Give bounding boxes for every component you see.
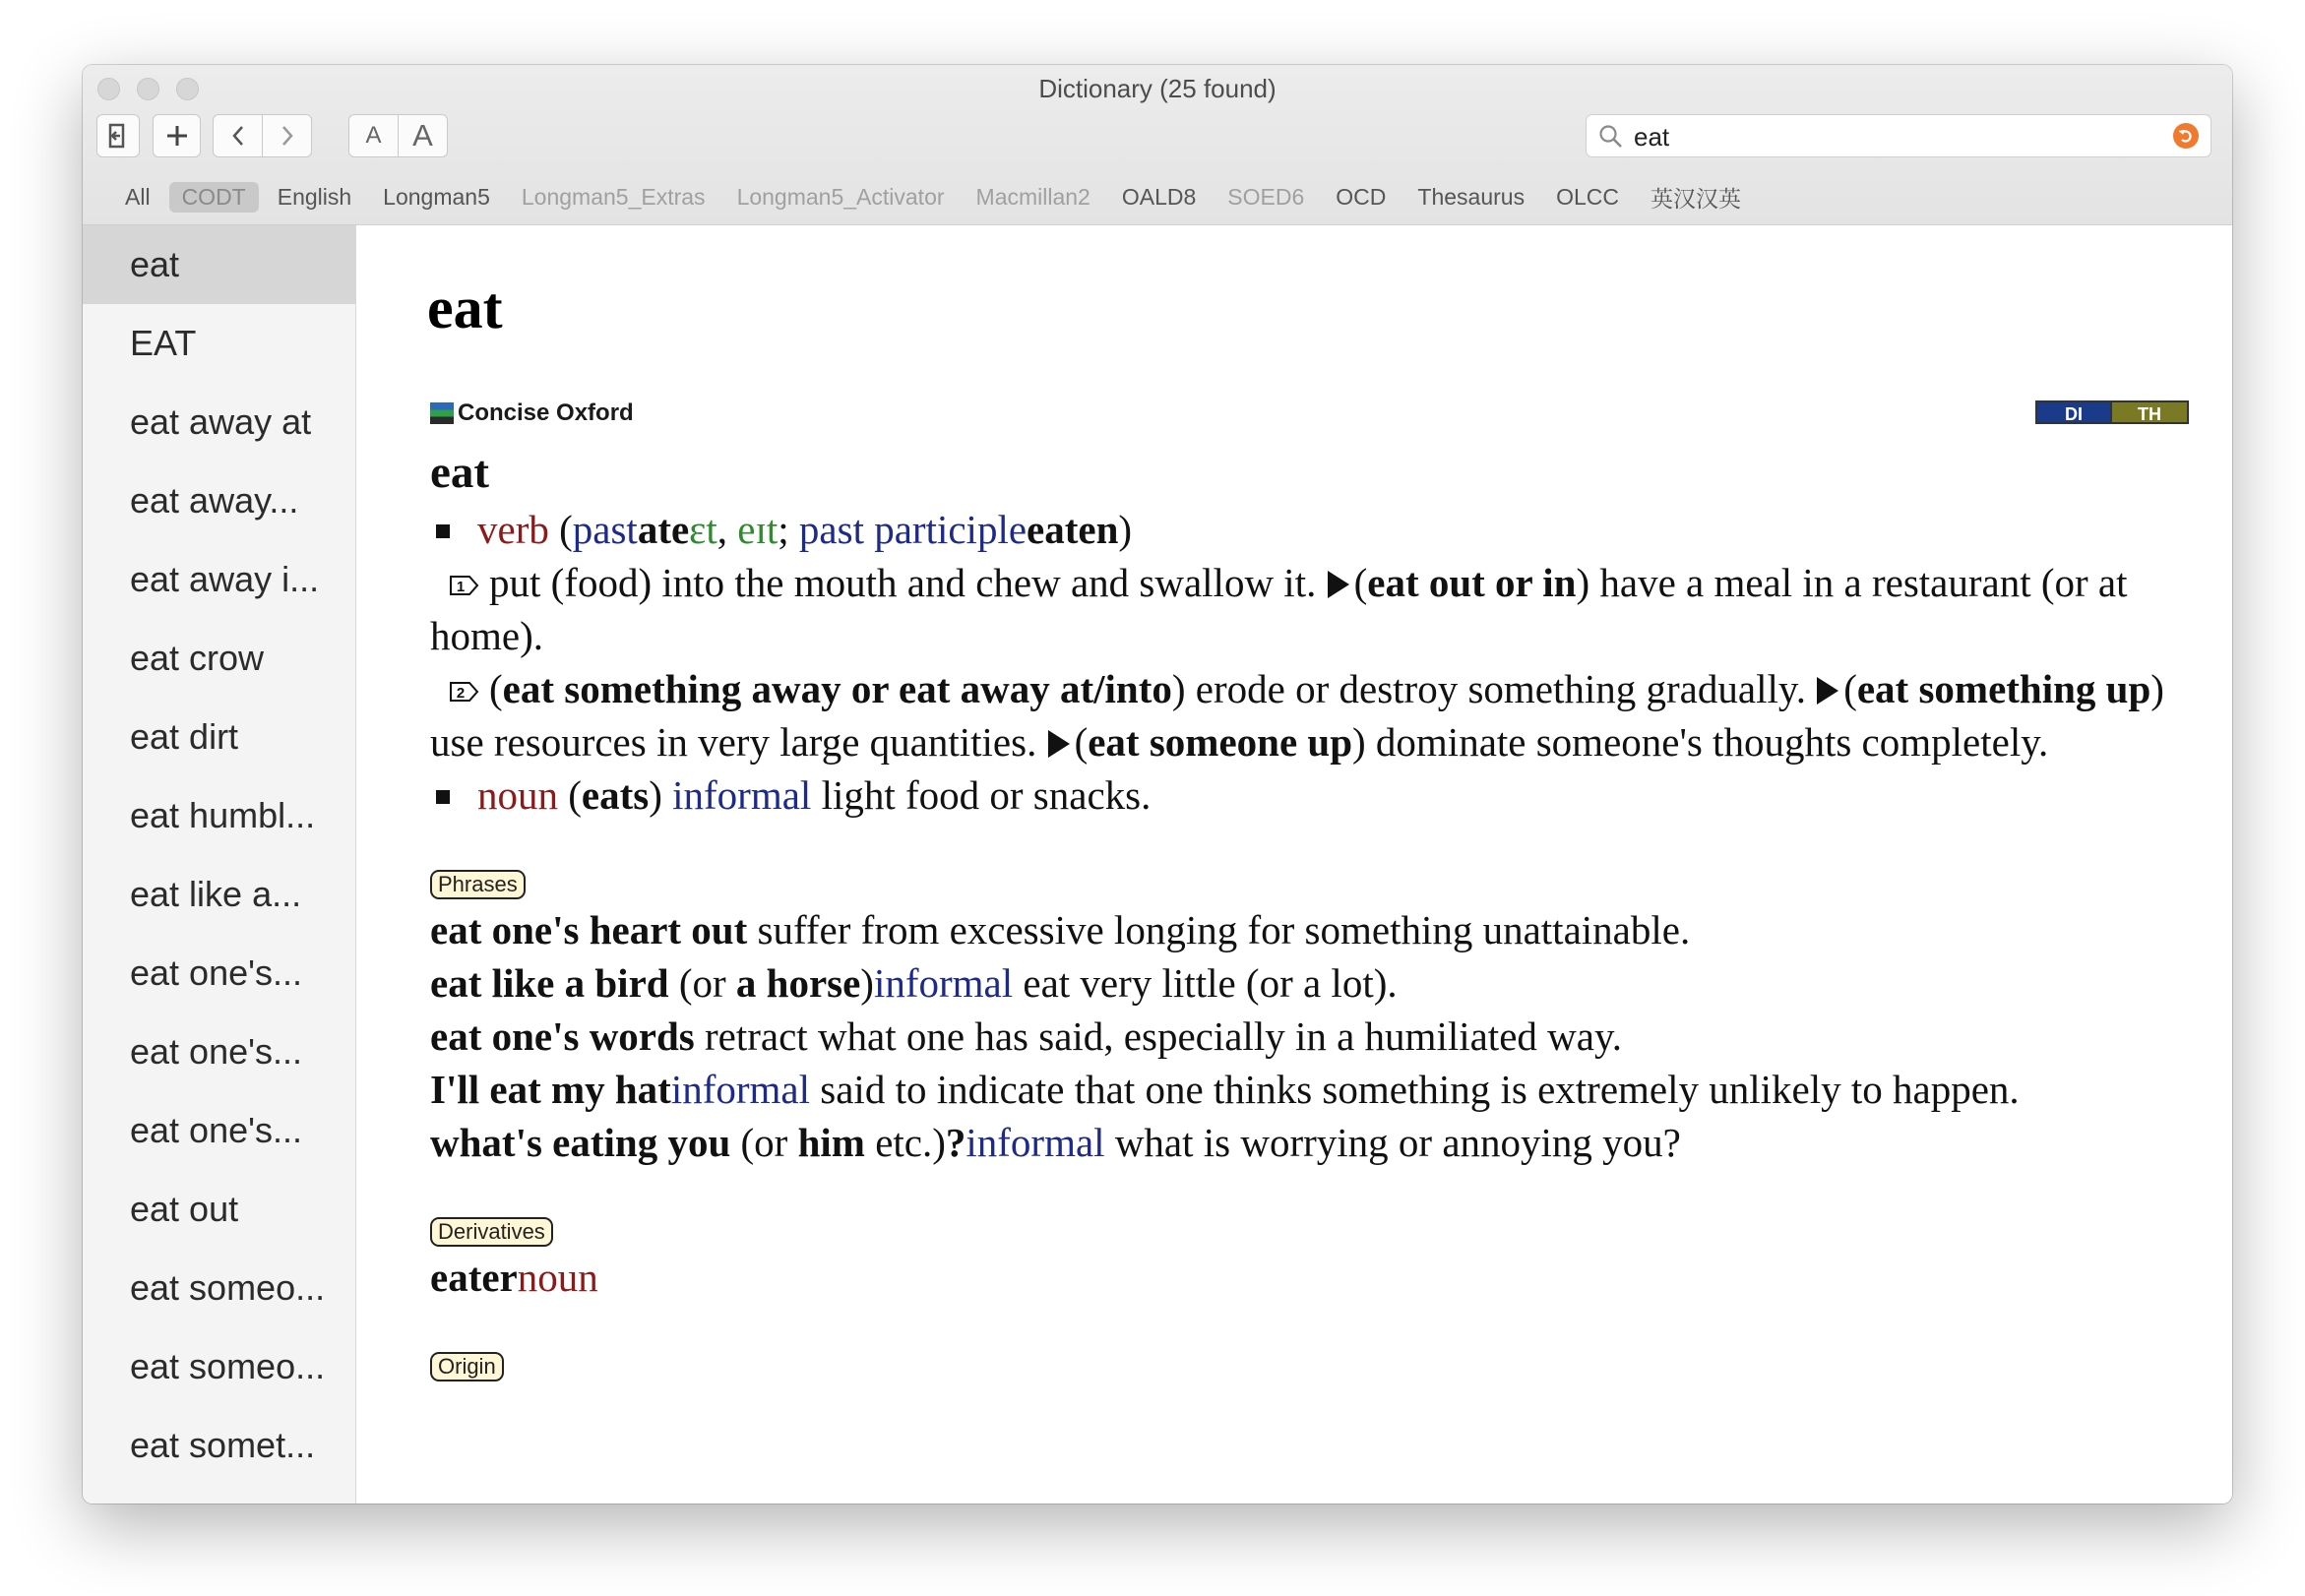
derivative-pos: noun	[517, 1255, 598, 1300]
search-box	[1586, 114, 2212, 157]
list-item[interactable]: eat dirt	[130, 716, 239, 757]
phrase-2-paren-close: )	[860, 960, 874, 1006]
tab-codt[interactable]: CODT	[169, 182, 259, 213]
sense-1-sub-definition: have a meal in a restaurant (or at home).	[430, 560, 2128, 658]
subsense-arrow-icon	[1816, 676, 1839, 706]
list-item[interactable]: eat like a...	[130, 874, 302, 914]
source-badges	[2035, 400, 2189, 424]
entry-headword: eat	[430, 447, 490, 498]
chevron-right-icon	[280, 124, 295, 148]
list-item[interactable]: eat one's...	[130, 1031, 302, 1072]
tab-all[interactable]: All	[125, 183, 151, 210]
search-input[interactable]	[1632, 119, 2148, 154]
list-item[interactable]: EAT	[130, 323, 197, 363]
phrase-2-paren: (or	[678, 960, 726, 1006]
subsense-arrow-icon	[1327, 570, 1350, 599]
tab-soed6[interactable]: SOED6	[1227, 183, 1305, 210]
list-item[interactable]: eat away at	[130, 401, 312, 442]
phrase-2-definition: eat very little (or a lot).	[1023, 960, 1398, 1006]
add-button[interactable]	[153, 114, 201, 157]
noun-definition: light food or snacks.	[821, 772, 1152, 818]
derivative-word: eater	[430, 1255, 518, 1300]
badge-di[interactable]: DI	[2035, 400, 2112, 424]
tab-ocd[interactable]: OCD	[1336, 183, 1387, 210]
sense-number-2: 2	[456, 684, 466, 702]
sense-2: 2 (eat something away or eat away at/into) erode or destroy something gradually. (eat something up) use resources in very large quantities. (eat someone up) dominate someone's thoughts completely.	[430, 666, 2164, 765]
tab-english[interactable]: English	[277, 183, 352, 210]
phrase-1	[430, 903, 2182, 956]
list-item[interactable]: eat out	[130, 1189, 239, 1229]
sense-2-definition: erode or destroy something gradually.	[1195, 666, 1806, 711]
phrase-2-alt: a horse	[735, 960, 861, 1006]
font-larger-button[interactable]: A	[398, 115, 447, 156]
source-name: Concise Oxford	[458, 399, 634, 426]
past-form: ate	[637, 507, 690, 552]
phrase-3	[430, 1010, 2182, 1063]
phrase-5-definition: what is worrying or annoying you?	[1114, 1120, 1681, 1165]
sense-2-sub2-phrase: eat someone up	[1088, 719, 1352, 765]
titlebar	[83, 65, 2232, 225]
list-item[interactable]: eat someo...	[130, 1346, 326, 1386]
sense-2-phrase: eat something away or eat away at/into	[502, 666, 1172, 711]
results-sidebar	[83, 225, 356, 1504]
dictionary-logo-icon	[430, 402, 454, 424]
dictionary-tabs	[112, 179, 1760, 215]
phrase-4-term: I'll eat my hat	[430, 1067, 671, 1112]
verb-pos: verb	[477, 507, 549, 552]
tab-chinese-english[interactable]: 英汉汉英	[1650, 185, 1741, 212]
toggle-sidebar-button[interactable]	[96, 114, 140, 157]
origin-section-label: Origin	[430, 1352, 504, 1381]
forward-button[interactable]	[262, 115, 311, 156]
phrase-2	[430, 956, 2182, 1010]
past-participle-form: eaten	[1027, 507, 1119, 552]
tab-macmillan2[interactable]: Macmillan2	[975, 183, 1090, 210]
source-header	[430, 399, 634, 427]
noun-line: noun (eats) informal light food or snacks.	[430, 768, 2182, 822]
page-title: eat	[427, 276, 503, 340]
phrase-3-definition: retract what one has said, especially in a humiliated way.	[705, 1013, 1623, 1059]
phrases-section-label: Phrases	[430, 870, 526, 899]
past-participle-label: past participle	[798, 507, 1028, 552]
sense-1-sub-phrase: eat out or in	[1367, 560, 1577, 605]
phrase-2-register-label: informal	[873, 960, 1014, 1006]
definition-pane	[356, 225, 2232, 1504]
phrase-5-paren: (or	[740, 1120, 788, 1165]
history-nav	[213, 114, 312, 157]
phrase-5-term: what's eating you	[430, 1120, 731, 1165]
tab-thesaurus[interactable]: Thesaurus	[1417, 183, 1526, 210]
phrase-5-paren-close: etc.)	[875, 1120, 946, 1165]
phrase-4	[430, 1063, 2182, 1116]
search-icon	[1598, 124, 1624, 150]
phrase-5-register-label: informal	[966, 1120, 1105, 1165]
font-smaller-button[interactable]: A	[365, 122, 382, 149]
dictionary-window	[83, 65, 2232, 1504]
noun-register-label: informal	[672, 772, 812, 818]
list-item[interactable]: eat humbl...	[130, 795, 316, 835]
sense-1: 1 put (food) into the mouth and chew and swallow it. (eat out or in) have a meal in a restaurant (or at home).	[430, 560, 2128, 658]
tab-olcc[interactable]: OLCC	[1556, 183, 1619, 210]
pronunciation-2: eɪt	[737, 507, 779, 552]
sense-number-1: 1	[456, 578, 466, 595]
derivatives-section-label: Derivatives	[430, 1217, 553, 1247]
list-item[interactable]: eat crow	[130, 638, 265, 678]
verb-line: verb (pastateɛt, eɪt; past participleeaten)	[430, 503, 2182, 556]
undo-arrow-icon	[2177, 127, 2195, 145]
phrase-4-register-label: informal	[670, 1067, 811, 1112]
back-button[interactable]	[214, 115, 262, 156]
plus-icon	[165, 124, 189, 148]
noun-pos: noun	[477, 772, 558, 818]
font-size-controls	[348, 114, 448, 157]
phrase-5-question-mark: ?	[945, 1120, 966, 1165]
past-label: past	[572, 507, 638, 552]
tab-longman5[interactable]: Longman5	[383, 183, 490, 210]
list-item[interactable]: eat away...	[130, 480, 299, 521]
derivative-line	[430, 1251, 2182, 1304]
sense-number-2-icon	[450, 680, 479, 704]
phrase-5-alt: him	[797, 1120, 865, 1165]
list-item[interactable]: eat somet...	[130, 1425, 316, 1465]
tab-oald8[interactable]: OALD8	[1121, 183, 1197, 210]
sense-2-sub2-definition: dominate someone's thoughts completely.	[1375, 719, 2049, 765]
clear-search-button[interactable]	[2173, 123, 2199, 149]
tab-longman5-activator[interactable]: Longman5_Activator	[736, 183, 945, 210]
badge-th[interactable]: TH	[2112, 400, 2189, 424]
noun-form: eats	[581, 772, 650, 818]
sense-number-1-icon	[450, 574, 479, 597]
phrase-4-definition: said to indicate that one thinks something is extremely unlikely to happen.	[820, 1067, 2020, 1112]
bullet-square-icon	[436, 524, 450, 538]
bullet-square-icon	[436, 790, 450, 804]
sidebar-toggle-icon	[106, 122, 130, 150]
tab-longman5-extras[interactable]: Longman5_Extras	[521, 183, 706, 210]
list-item[interactable]: eat someo...	[130, 1267, 326, 1308]
sense-1-definition: put (food) into the mouth and chew and swallow it.	[489, 560, 1317, 605]
list-item[interactable]: eat away i...	[130, 559, 320, 599]
subsense-arrow-icon	[1047, 729, 1071, 759]
phrase-5	[430, 1116, 2182, 1169]
sense-2-sub1-phrase: eat something up	[1856, 666, 2151, 711]
phrase-1-definition: suffer from excessive longing for something unattainable.	[757, 907, 1691, 952]
window-title: Dictionary (25 found)	[1038, 74, 1277, 103]
phrase-3-term: eat one's words	[430, 1013, 695, 1059]
phrase-2-term: eat like a bird	[430, 960, 669, 1006]
sense-2-sub1-definition: use resources in very large quantities.	[430, 719, 1037, 765]
list-item[interactable]: eat one's...	[130, 952, 302, 993]
pronunciation-1: ɛt	[689, 507, 717, 552]
chevron-left-icon	[230, 124, 246, 148]
list-item[interactable]: eat	[83, 225, 355, 304]
list-item[interactable]: eat one's...	[130, 1110, 302, 1150]
dictionary-entry	[430, 442, 2182, 1381]
phrase-1-term: eat one's heart out	[430, 907, 748, 952]
